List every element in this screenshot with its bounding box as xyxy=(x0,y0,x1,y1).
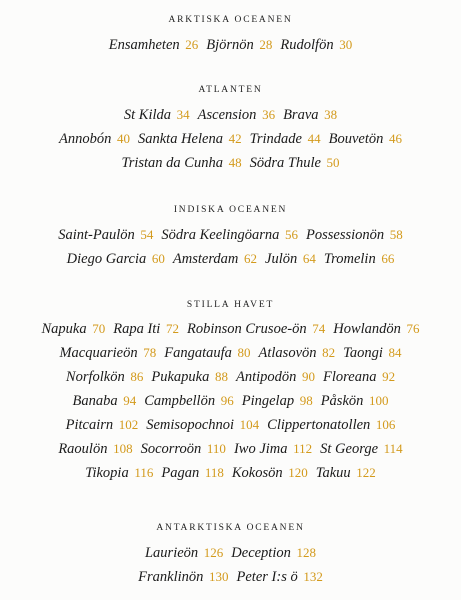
entry-row xyxy=(0,413,461,437)
entry-page-number: 100 xyxy=(369,393,389,408)
entry-row xyxy=(0,127,461,151)
entry-name: Antipodön xyxy=(235,369,297,385)
entry-page-number: 56 xyxy=(285,227,298,242)
toc-entry xyxy=(316,461,376,485)
entry-row xyxy=(0,389,461,413)
entry-page-number: 116 xyxy=(134,465,154,480)
entry-page-number: 132 xyxy=(303,569,323,584)
entry-name: Rapa Iti xyxy=(113,321,161,337)
entry-page-number: 54 xyxy=(140,227,154,242)
entry-name: Macquarieön xyxy=(59,345,138,361)
toc-entry xyxy=(236,365,315,389)
toc-entry xyxy=(145,541,223,565)
section-heading: ANTARKTISKA OCEANEN xyxy=(156,523,305,533)
entry-row xyxy=(0,223,461,247)
entry-page-number: 86 xyxy=(130,369,144,384)
toc-entry xyxy=(267,413,395,437)
toc-entry xyxy=(234,437,312,461)
toc-entry xyxy=(144,389,234,413)
toc-entry xyxy=(329,127,402,151)
entry-page-number: 118 xyxy=(204,465,224,480)
toc-entry xyxy=(237,565,323,589)
entry-name: Ascension xyxy=(197,107,257,123)
toc-entry xyxy=(141,437,226,461)
toc-entry xyxy=(138,127,242,151)
toc-entry xyxy=(321,389,389,413)
entry-name: Bouvetön xyxy=(328,131,384,147)
entry-page-number: 94 xyxy=(123,393,137,408)
entry-row xyxy=(0,365,461,389)
entry-page-number: 28 xyxy=(259,37,273,52)
entry-name: Annobón xyxy=(59,131,112,147)
entry-name: Björnön xyxy=(206,37,254,53)
entry-page-number: 30 xyxy=(339,37,353,52)
entry-page-number: 38 xyxy=(324,107,338,122)
entry-page-number: 40 xyxy=(117,131,130,146)
toc-entry xyxy=(232,461,308,485)
entry-page-number: 88 xyxy=(214,369,228,384)
entry-name: Pingelap xyxy=(241,393,295,409)
entry-name: Atlasovön xyxy=(258,345,317,361)
entry-name: Napuka xyxy=(41,321,87,337)
entry-page-number: 62 xyxy=(244,251,258,266)
entry-row xyxy=(0,565,461,589)
entry-page-number: 112 xyxy=(293,441,313,456)
entry-page-number: 126 xyxy=(203,545,224,560)
entry-page-number: 84 xyxy=(388,345,402,360)
toc-entry xyxy=(231,541,316,565)
entry-name: Iwo Jima xyxy=(233,441,288,457)
entry-page-number: 74 xyxy=(312,321,326,336)
entry-page-number: 78 xyxy=(143,345,157,360)
entry-name: Raoulön xyxy=(58,441,108,457)
entry-name: Rudolfön xyxy=(280,37,334,53)
entry-page-number: 58 xyxy=(389,227,403,242)
entry-page-number: 66 xyxy=(381,251,395,266)
section-heading: ATLANTEN xyxy=(198,85,263,95)
entry-page-number: 102 xyxy=(118,417,139,432)
entry-page-number: 42 xyxy=(228,131,242,146)
toc-entry xyxy=(59,341,156,365)
toc-section-arktiska xyxy=(0,14,461,57)
section-entries xyxy=(0,33,461,57)
entry-row xyxy=(0,103,461,127)
toc-entry xyxy=(320,437,403,461)
entry-name: Amsterdam xyxy=(172,251,239,267)
toc-section-antarktiska xyxy=(0,522,461,589)
entry-name: Semisopochnoi xyxy=(146,417,235,433)
toc-entry xyxy=(41,317,105,341)
entry-row xyxy=(0,247,461,271)
entry-page-number: 110 xyxy=(206,441,226,456)
entry-name: Påskön xyxy=(320,393,364,409)
toc-entry xyxy=(58,437,132,461)
entry-row xyxy=(0,33,461,57)
section-heading: INDISKA OCEANEN xyxy=(173,205,288,215)
entry-name: Sankta Helena xyxy=(138,131,223,147)
entry-page-number: 90 xyxy=(302,369,316,384)
entry-name: Pagan xyxy=(161,465,200,481)
section-heading: STILLA HAVET xyxy=(186,300,275,310)
toc-entry xyxy=(121,151,241,175)
entry-page-number: 60 xyxy=(151,251,165,266)
entry-row xyxy=(0,317,461,341)
toc-entry xyxy=(109,33,199,57)
entry-name: Deception xyxy=(231,545,291,561)
entry-page-number: 106 xyxy=(375,417,396,432)
entry-name: Norfolkön xyxy=(65,369,125,385)
entry-name: Trindade xyxy=(249,131,302,147)
toc-section-indiska xyxy=(0,204,461,271)
entry-name: Julön xyxy=(265,251,298,267)
entry-page-number: 114 xyxy=(383,441,403,456)
entry-name: Saint-Paulön xyxy=(58,227,135,243)
toc-entry xyxy=(59,127,130,151)
toc-entry xyxy=(343,341,401,365)
toc-entry xyxy=(67,247,165,271)
entry-name: Pitcairn xyxy=(65,417,114,433)
toc-entry xyxy=(333,317,419,341)
entry-page-number: 120 xyxy=(288,465,308,480)
entry-row xyxy=(0,437,461,461)
entry-name: Robinson Crusoe-ön xyxy=(186,321,307,337)
section-heading: ARKTISKA OCEANEN xyxy=(168,15,293,25)
toc-section-stilla xyxy=(0,299,461,485)
section-entries xyxy=(0,541,461,589)
entry-name: Laurieön xyxy=(144,545,199,561)
toc-entry xyxy=(124,103,190,127)
entry-page-number: 122 xyxy=(356,465,376,480)
section-entries xyxy=(0,103,461,175)
entry-name: Tromelin xyxy=(323,251,376,267)
entry-name: Kokosön xyxy=(231,465,283,481)
entry-name: Peter I:s ö xyxy=(236,569,298,585)
toc-entry xyxy=(250,151,340,175)
entry-page-number: 36 xyxy=(262,107,276,122)
entry-page-number: 72 xyxy=(165,321,179,336)
toc-entry xyxy=(259,341,336,365)
entry-page-number: 64 xyxy=(302,251,316,266)
toc-entry xyxy=(306,223,403,247)
entry-page-number: 70 xyxy=(92,321,106,336)
toc-entry xyxy=(173,247,257,271)
entry-name: Fangataufa xyxy=(164,345,232,361)
entry-name: St Kilda xyxy=(123,107,172,123)
entry-name: Södra Thule xyxy=(249,155,321,171)
toc-entry xyxy=(72,389,136,413)
entry-name: Brava xyxy=(283,107,319,123)
entry-page-number: 92 xyxy=(382,369,396,384)
entry-row xyxy=(0,151,461,175)
entry-name: Tristan da Cunha xyxy=(121,155,223,171)
toc-entry xyxy=(85,461,153,485)
entry-name: Floreana xyxy=(323,369,377,385)
entry-page-number: 108 xyxy=(113,441,133,456)
toc-entry xyxy=(250,127,321,151)
section-entries xyxy=(0,317,461,485)
entry-page-number: 76 xyxy=(406,321,420,336)
entry-page-number: 44 xyxy=(307,131,321,146)
toc-entry xyxy=(198,103,275,127)
entry-row xyxy=(0,541,461,565)
entry-name: Socorroön xyxy=(140,441,202,457)
toc-entry xyxy=(161,461,224,485)
entry-name: Clippertonatollen xyxy=(267,417,371,433)
toc-entry xyxy=(161,223,298,247)
toc-entry xyxy=(164,341,250,365)
entry-page-number: 26 xyxy=(185,37,199,52)
entry-name: Diego Garcia xyxy=(66,251,147,267)
entry-page-number: 130 xyxy=(209,569,229,584)
toc-entry xyxy=(113,317,179,341)
entry-name: Taongi xyxy=(343,345,383,361)
toc-entry xyxy=(66,365,143,389)
entry-page-number: 96 xyxy=(220,393,234,408)
entry-name: Howlandön xyxy=(333,321,401,337)
toc-entry xyxy=(146,413,259,437)
entry-page-number: 48 xyxy=(228,155,242,170)
entry-page-number: 98 xyxy=(299,393,313,408)
entry-row xyxy=(0,461,461,485)
toc-section-atlanten xyxy=(0,84,461,175)
toc-entry xyxy=(206,33,272,57)
toc-entry xyxy=(265,247,316,271)
entry-name: Pukapuka xyxy=(151,369,210,385)
entry-name: Campbellön xyxy=(144,393,216,409)
toc-entry xyxy=(151,365,228,389)
toc-entry xyxy=(58,223,153,247)
entry-page-number: 34 xyxy=(176,107,190,122)
toc-entry xyxy=(283,103,337,127)
section-entries xyxy=(0,223,461,271)
entry-name: Tikopia xyxy=(85,465,129,481)
entry-name: Banaba xyxy=(72,393,118,409)
entry-page-number: 80 xyxy=(237,345,251,360)
entry-name: Possessionön xyxy=(306,227,385,243)
toc-entry xyxy=(187,317,325,341)
entry-page-number: 128 xyxy=(296,545,316,560)
entry-page-number: 82 xyxy=(322,345,336,360)
toc-entry xyxy=(323,365,395,389)
entry-name: Takuu xyxy=(315,465,351,481)
entry-page-number: 50 xyxy=(326,155,340,170)
entry-name: Södra Keelingöarna xyxy=(161,227,280,243)
entry-name: Ensamheten xyxy=(108,37,180,53)
toc-entry xyxy=(66,413,139,437)
entry-row xyxy=(0,341,461,365)
entry-page-number: 104 xyxy=(239,417,260,432)
toc-entry xyxy=(242,389,313,413)
entry-name: Franklinön xyxy=(138,569,204,585)
toc-entry xyxy=(324,247,394,271)
toc-entry xyxy=(138,565,228,589)
entry-name: St George xyxy=(320,441,379,457)
entry-page-number: 46 xyxy=(388,131,402,146)
toc-entry xyxy=(280,33,352,57)
